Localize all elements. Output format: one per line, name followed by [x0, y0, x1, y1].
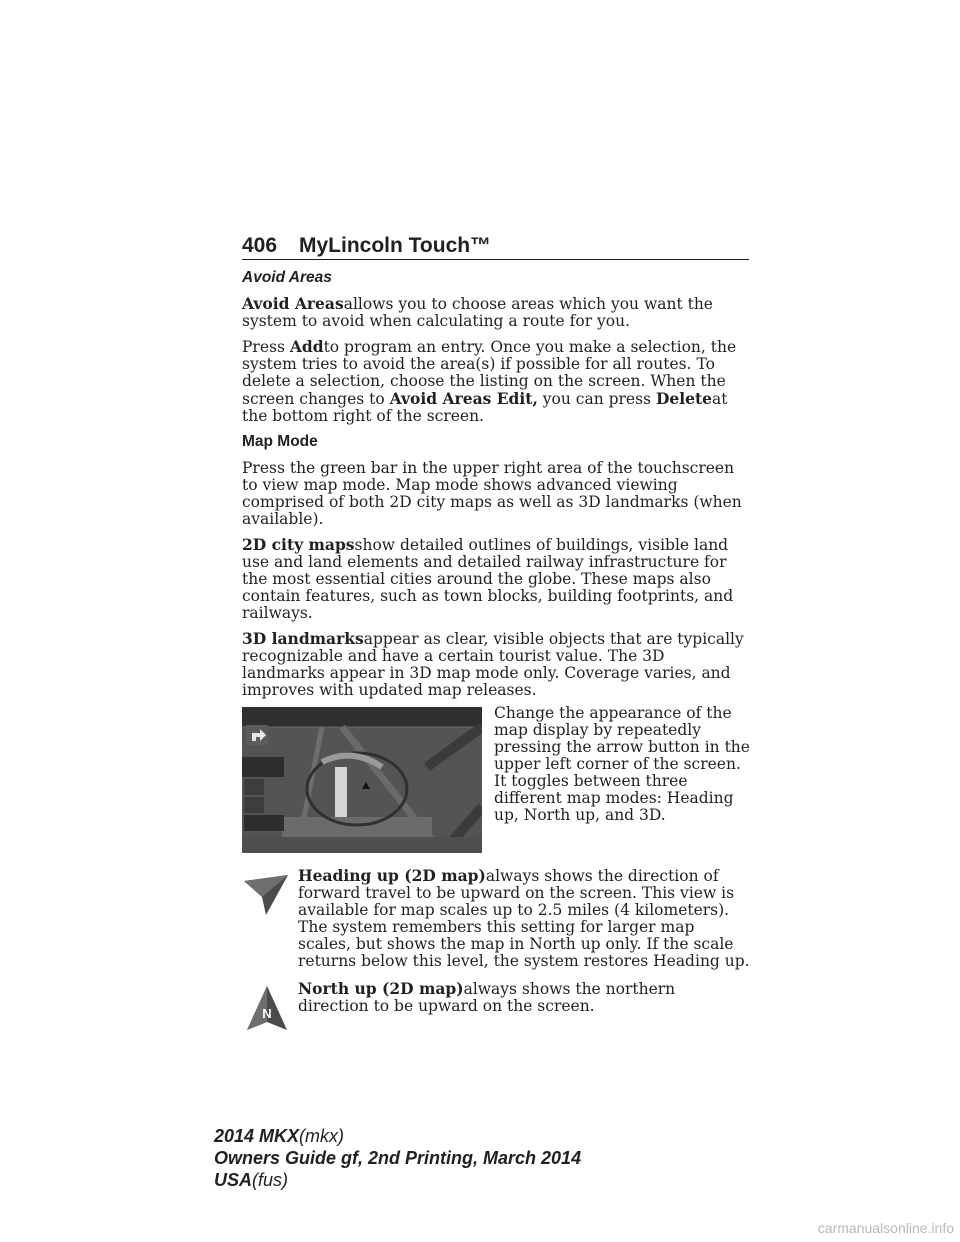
footer-line-3: USA(fus) [214, 1170, 289, 1190]
page-body [242, 266, 750, 1025]
2d-city-maps-paragraph: 2D city mapsshow detailed outlines of buildings, visible land use and land elements and detailed railway infrastructure for the most essential cities around the globe. These maps also contain features, such as town blocks, building footprints, and railways. [242, 535, 734, 622]
heading-up-arrow-icon [242, 873, 292, 917]
map-modes-description: Change the appearance of the map display by repeatedly pressing the arrow button in the upper left corner of the screen. It toggles between three different map modes: Heading up, North up, and 3D. [494, 704, 750, 824]
header-rule [242, 259, 749, 260]
heading-up-paragraph: Heading up (2D map)always shows the direction of forward travel to be upward on the screen. This view is available for map scales up to 2.5 miles (4 kilometers). The system remembers this setting for larger map scales, but shows the map in North up only. If the scale returns below this level, the system restores Heading up. [242, 867, 750, 970]
map-mode-heading: Map Mode [242, 433, 318, 450]
avoid-areas-paragraph-1: Avoid Areasallows you to choose areas which you want the system to avoid when calculating a route for you. [242, 294, 713, 330]
page-number: 406 [242, 234, 278, 257]
map-screenshot [242, 707, 482, 853]
north-up-paragraph: N North up (2D map)always shows the northern direction to be upward on the screen. [242, 980, 750, 1015]
map-figure-row [242, 704, 750, 853]
3d-landmarks-paragraph: 3D landmarksappear as clear, visible objects that are typically recognizable and have a certain tourist value. The 3D landmarks appear in 3D map mode only. Coverage varies, and improves with updated map releases. [242, 629, 744, 699]
footer [214, 1125, 581, 1191]
footer-line-1: 2014 MKX(mkx) [214, 1126, 345, 1146]
north-letter: N [262, 1006, 272, 1021]
avoid-areas-heading: Avoid Areas [242, 269, 332, 286]
map-mode-paragraph-1: Press the green bar in the upper right area of the touchscreen to view map mode. Map mode shows advanced viewing comprised of both 2D city maps as well as 3D landmarks (when available). [242, 459, 742, 528]
watermark: carmanualsonline.info [817, 1220, 954, 1236]
footer-line-2: Owners Guide gf, 2nd Printing, March 2014 [214, 1148, 582, 1168]
page-title: MyLincoln Touch™ [299, 234, 492, 257]
north-up-arrow-icon [242, 986, 292, 1030]
avoid-areas-paragraph-2: Press Addto program an entry. Once you make a selection, the system tries to avoid the area(s) if possible for all routes. To delete a selection, choose the listing on the screen. When the screen changes to Avoid Areas Edit, you can press Deleteat the bottom right of the screen. [242, 337, 737, 425]
